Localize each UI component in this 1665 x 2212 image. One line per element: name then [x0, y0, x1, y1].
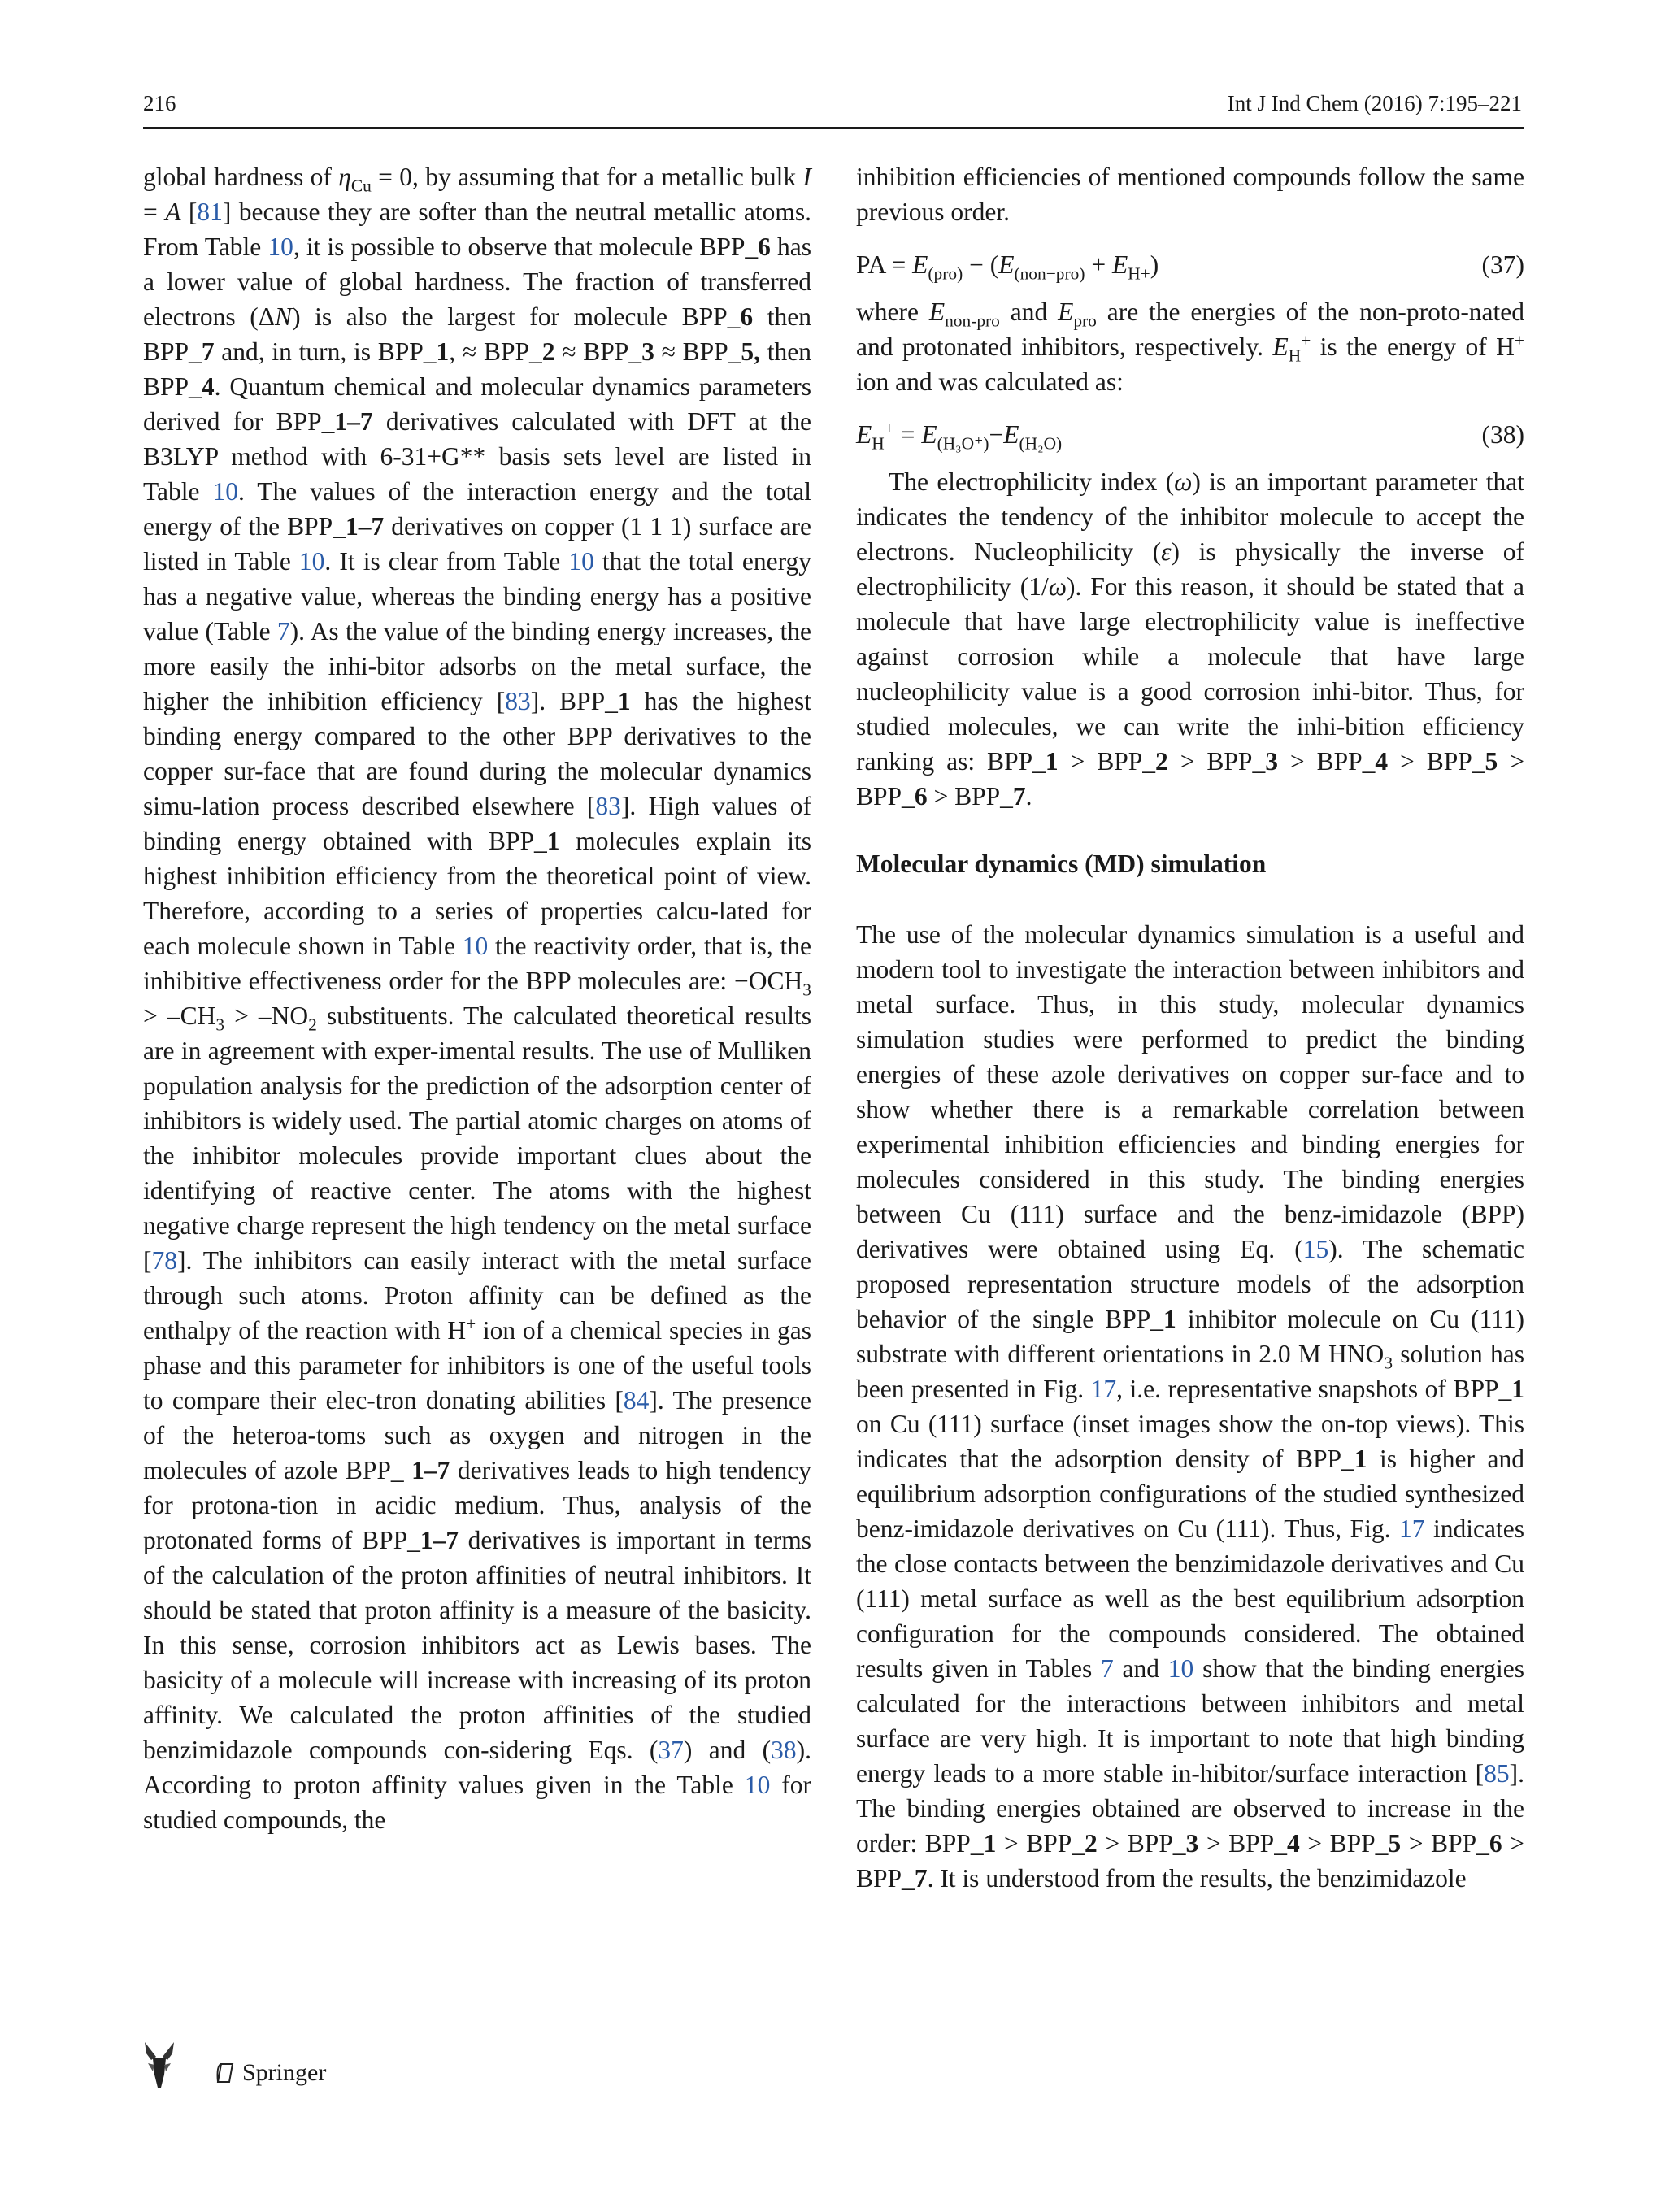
table-link[interactable]: 10 [212, 477, 238, 506]
paragraph: where $E_{non-pro}$ and $E_{pro}$ are the energies of the non-proto-nated and protonated inhibitors, respectively. $E_H^+$ is the energy of H+ ion and was calculated as: [856, 298, 1525, 396]
table-link[interactable]: 10 [462, 932, 489, 960]
table-link[interactable]: 10 [267, 232, 293, 261]
table-link[interactable]: 10 [1167, 1654, 1194, 1683]
citation-link[interactable]: 78 [151, 1246, 177, 1275]
springer-horse-logo-icon [140, 2039, 179, 2091]
equation-link[interactable]: 38 [771, 1736, 797, 1764]
figure-link[interactable]: 17 [1090, 1375, 1117, 1403]
table-link[interactable]: 10 [298, 547, 325, 576]
paragraph: The use of the molecular dynamics simulation is a useful and modern tool to investigate the interaction between inhibitors and metal surface. Thus, in this study, molecular dynamics simulation studies were performed to predict the binding energies of these azole derivatives on copper sur-face and to show whether there is a remarkable correlation between experimental inhibition efficiencies and binding energies for molecules considered in this study. The binding energies between Cu (111) surface and the benz-imidazole (BPP) derivatives were obtained using Eq. (15). The schematic proposed representation structure models of the adsorption behavior of the single BPP_1 inhibitor molecule on Cu (111) substrate with different orientations in 2.0 M $HNO_3$ solution has been presented in Fig. 17, i.e. representative snapshots of BPP_1 on Cu (111) surface (inset images show the on-top views). This indicates that the adsorption density of BPP_1 is higher and equilibrium adsorption configurations of the studied synthesized benz-imidazole derivatives on Cu (111). Thus, Fig. 17 indicates the close contacts between the benzimidazole derivatives and Cu (111) metal surface as well as the best equilibrium adsorption configuration for the compounds considered. The obtained results given in Tables 7 and 10 show that the binding energies calculated for the interactions between inhibitors and metal surface are very high. It is important to note that high binding energy leads to a more stable in-hibitor/surface interaction [85]. The binding energies obtained are observed to increase in the order: BPP_1 > BPP_2 > BPP_3 > BPP_4 > BPP_5 > BPP_6 > BPP_7. It is understood from the results, the benzimidazole [856, 920, 1525, 1893]
paragraph: The electrophilicity index (ω) is an important parameter that indicates the tendency of the inhibitor molecule to accept the electrons. Nucleophilicity (ε) is physically the inverse of electrophilicity (1/ω). For this reason, it should be stated that a molecule that have large electrophilicity value is ineffective against corrosion while a molecule that have large nucleophilicity value is a good corrosion inhi-bitor. Thus, for studied molecules, we can write the inhi-bition efficiency ranking as: BPP_1 > BPP_2 > BPP_3 > BPP_4 > BPP_5 > BPP_6 > BPP_7. [856, 467, 1525, 810]
section-heading: Molecular dynamics (MD) simulation [856, 850, 1267, 878]
paragraph: global hardness of $\eta_{Cu} = 0$, by assuming that for a metallic bulk I = A [81] because they are softer than the neutral metallic atoms. From Table 10, it is possible to observe that molecule BPP_6 has a lower value of global hardness. The fraction of transferred electrons (ΔN) is also the largest for molecule BPP_6 then BPP_7 and, in turn, is BPP_1, ≈ BPP_2 ≈ BPP_3 ≈ BPP_5, then BPP_4. Quantum chemical and molecular dynamics parameters derived for BPP_1–7 derivatives calculated with DFT at the B3LYP method with 6-31+G** basis sets level are listed in Table 10. The values of the interaction energy and the total energy of the BPP_1–7 derivatives on copper (1 1 1) surface are listed in Table 10. It is clear from Table 10 that the total energy has a negative value, whereas the binding energy has a positive value (Table 7). As the value of the binding energy increases, the more easily the inhi-bitor adsorbs on the metal surface, the higher the inhibition efficiency [83]. BPP_1 has the highest binding energy compared to the other BPP derivatives to the copper sur-face that are found during the molecular dynamics simu-lation process described elsewhere [83]. High values of binding energy obtained with BPP_1 molecules explain its highest inhibition efficiency from the theoretical point of view. Therefore, according to a series of properties calcu-lated for each molecule shown in Table 10 the reactivity order, that is, the inhibitive effectiveness order for the BPP molecules are: $-OCH_3 > -CH_3 > -NO_2$ substituents. The calculated theoretical results are in agreement with exper-imental results. The use of Mulliken population analysis for the prediction of the adsorption center of inhibitors is widely used. The partial atomic charges on atoms of the inhibitor molecules provide important clues about the identifying of reactive center. The atoms with the highest negative charge represent the high tendency on the metal surface [78]. The inhibitors can easily interact with the metal surface through such atoms. Proton affinity can be defined as the enthalpy of the reaction with H+ ion of a chemical species in gas phase and this parameter for inhibitors is one of the useful tools to compare their elec-tron donating abilities [84]. The presence of the heteroa-toms such as oxygen and nitrogen in the molecules of azole BPP_ 1–7 derivatives leads to high tendency for protona-tion in acidic medium. Thus, analysis of the protonated forms of BPP_1–7 derivatives is important in terms of the calculation of the proton affinities of neutral inhibitors. It should be stated that proton affinity is a measure of the basicity. In this sense, corrosion inhibitors act as Lewis bases. The basicity of a molecule will increase with increasing of its proton affinity. We calculated the proton affinities of the studied benzimidazole compounds con-sidering Eqs. (37) and (38). According to proton affinity values given in the Table 10 for studied compounds, the [143, 163, 812, 1834]
journal-citation: Int J Ind Chem (2016) 7:195–221 [1227, 91, 1522, 115]
left-column [143, 159, 811, 1837]
publisher-footer [213, 2059, 326, 2087]
citation-link[interactable]: 83 [595, 792, 621, 820]
springer-book-icon [213, 2061, 237, 2085]
table-link[interactable]: 10 [744, 1771, 771, 1799]
table-link[interactable]: 7 [1101, 1654, 1114, 1683]
page-number: 216 [143, 91, 176, 115]
publisher-name: Springer [242, 2059, 327, 2086]
table-link[interactable]: 10 [568, 547, 594, 576]
equation-38 [856, 407, 1524, 458]
citation-link[interactable]: 81 [197, 198, 223, 226]
table-link[interactable]: 7 [276, 617, 290, 645]
paragraph: inhibition efficiencies of mentioned compounds follow the same previous order. [856, 163, 1524, 226]
header-rule [143, 127, 1524, 129]
citation-link[interactable]: 83 [505, 687, 531, 715]
equation-link[interactable]: 37 [658, 1736, 684, 1764]
equation-number: (38) [1481, 420, 1524, 449]
equation-number: (37) [1481, 250, 1524, 279]
equation-37 [856, 237, 1524, 288]
right-column [856, 159, 1524, 1896]
equation-link[interactable]: 15 [1302, 1235, 1329, 1263]
citation-link[interactable]: 84 [623, 1386, 650, 1415]
figure-link[interactable]: 17 [1399, 1515, 1425, 1543]
equation-body: PA = $E_{(pro)} - (E_{(non-pro)} + E_{H+})$ [856, 250, 1159, 284]
citation-link[interactable]: 85 [1484, 1759, 1510, 1788]
equation-body: $E_H^+ = E_{(H_3O^+)}-E_{(H_2O)}$ [856, 418, 1063, 454]
